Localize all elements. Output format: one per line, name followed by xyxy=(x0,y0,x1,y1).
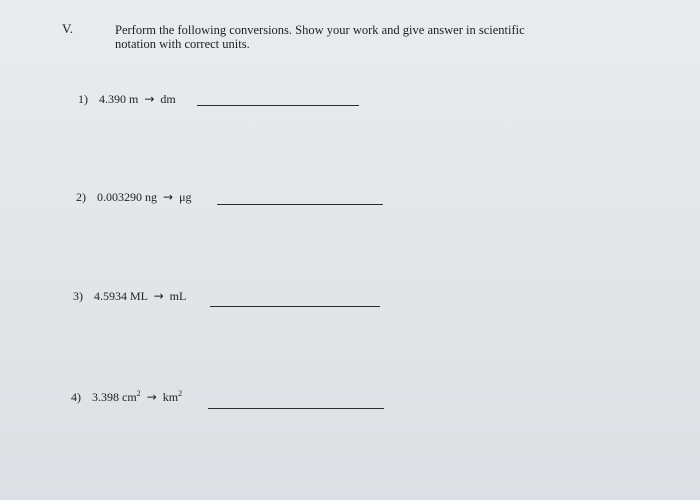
question-number: 3) xyxy=(73,289,83,303)
answer-line-2[interactable] xyxy=(217,204,383,205)
from-quantity: 4.390 m xyxy=(99,92,139,106)
answer-line-1[interactable] xyxy=(197,105,359,106)
to-unit: dm xyxy=(160,92,176,106)
from-exponent: 2 xyxy=(136,389,141,398)
arrow-right-icon: → xyxy=(144,92,155,106)
answer-line-4[interactable] xyxy=(208,408,384,409)
answer-line-3[interactable] xyxy=(210,306,380,307)
question-3 xyxy=(73,289,186,304)
arrow-right-icon: → xyxy=(153,289,164,303)
question-4 xyxy=(71,390,182,405)
arrow-right-icon: → xyxy=(146,390,157,404)
question-number: 4) xyxy=(71,390,81,404)
question-1 xyxy=(78,92,176,107)
to-exponent: 2 xyxy=(178,389,183,398)
from-quantity: 0.003290 ng xyxy=(97,190,157,204)
from-quantity: 4.5934 ML xyxy=(94,289,148,303)
to-unit: mL xyxy=(169,289,187,303)
section-number: V. xyxy=(62,21,73,36)
instructions xyxy=(115,23,635,51)
from-quantity: 3.398 cm xyxy=(92,390,137,404)
instructions-line-2: notation with correct units. xyxy=(115,37,250,51)
question-number: 1) xyxy=(78,92,88,106)
question-number: 2) xyxy=(76,190,86,204)
arrow-right-icon: → xyxy=(163,190,174,204)
instructions-line-1: Perform the following conversions. Show your work and give answer in scientific xyxy=(115,23,525,37)
to-unit: μg xyxy=(179,190,192,204)
to-unit: km xyxy=(162,390,179,404)
question-2 xyxy=(76,190,192,205)
